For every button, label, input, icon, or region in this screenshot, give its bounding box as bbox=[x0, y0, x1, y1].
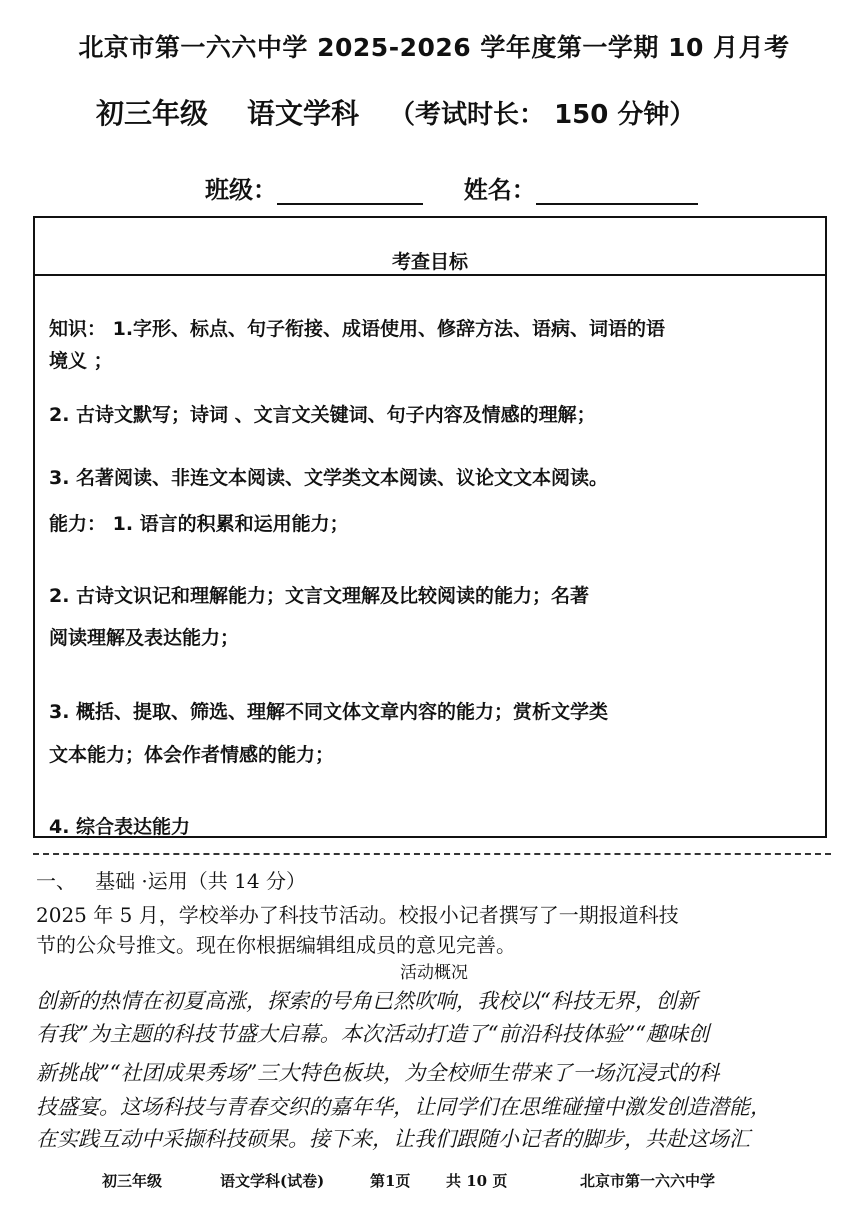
article-line: 新挑战”“社团成果秀场”三大特色板块，为全校师生带来了一场沉浸式的科 bbox=[36, 1061, 720, 1085]
intro-line: 节的公众号推文。现在你根据编辑组成员的意见完善。 bbox=[36, 933, 516, 957]
footer-page: 第1页 bbox=[370, 1172, 411, 1190]
intro-line: 2025 年 5 月，学校举办了科技节活动。校报小记者撰写了一期报道科技 bbox=[36, 903, 679, 927]
footer-grade: 初三年级 bbox=[102, 1172, 163, 1190]
footer-school: 北京市第一六六中学 bbox=[580, 1172, 716, 1190]
student-info bbox=[205, 170, 698, 205]
objective-line: 3. 概括、提取、筛选、理解不同文体文章内容的能力；赏析文学类 bbox=[49, 701, 609, 723]
article-line: 创新的热情在初夏高涨，探索的号角已然吹响，我校以“科技无界，创新 bbox=[36, 989, 698, 1013]
objectives-heading: 考查目标 bbox=[35, 218, 825, 276]
class-field[interactable] bbox=[277, 179, 423, 205]
objective-line: 能力： 1. 语言的积累和运用能力； bbox=[49, 513, 349, 535]
objective-line: 阅读理解及表达能力； bbox=[49, 627, 240, 649]
name-field[interactable] bbox=[536, 179, 698, 205]
article-line: 有我”为主题的科技节盛大启幕。本次活动打造了“前沿科技体验”“趣味创 bbox=[36, 1022, 709, 1046]
subject-label: 语文学科 bbox=[247, 97, 360, 130]
article-line: 在实践互动中采撷科技硕果。接下来，让我们跟随小记者的脚步，共赴这场汇 bbox=[36, 1127, 750, 1151]
name-label: 姓名： bbox=[463, 176, 536, 204]
objective-line: 知识： 1.字形、标点、句子衔接、成语使用、修辞方法、语病、词语的语 bbox=[49, 318, 666, 340]
objective-line: 4. 综合表达能力 bbox=[49, 816, 191, 838]
footer-paper: 语文学科(试卷) bbox=[220, 1172, 325, 1190]
activity-subheading: 活动概况 bbox=[400, 963, 468, 983]
exam-subtitle bbox=[96, 92, 695, 132]
grade-label: 初三年级 bbox=[96, 97, 209, 130]
objective-line: 3. 名著阅读、非连文本阅读、文学类文本阅读、议论文文本阅读。 bbox=[49, 467, 609, 489]
class-label: 班级： bbox=[205, 176, 277, 204]
objectives-box bbox=[33, 216, 827, 838]
duration-label: （考试时长： 150 分钟） bbox=[389, 100, 696, 130]
exam-title: 北京市第一六六中学 2025-2026 学年度第一学期 10 月月考 bbox=[78, 33, 790, 62]
article-line: 技盛宴。这场科技与青春交织的嘉年华，让同学们在思维碰撞中激发创造潜能， bbox=[36, 1095, 771, 1119]
objective-line: 文本能力；体会作者情感的能力； bbox=[49, 744, 335, 766]
footer-total-pages: 共 10 页 bbox=[446, 1172, 508, 1190]
objective-line: 境义 ； bbox=[49, 350, 113, 372]
section-title: 一、 基础 ·运用（共 14 分） bbox=[36, 869, 306, 893]
objective-line: 2. 古诗文识记和理解能力；文言文理解及比较阅读的能力；名著 bbox=[49, 585, 590, 607]
section-divider bbox=[33, 853, 831, 855]
objective-line: 2. 古诗文默写；诗词 、文言文关键词、句子内容及情感的理解； bbox=[49, 404, 596, 426]
